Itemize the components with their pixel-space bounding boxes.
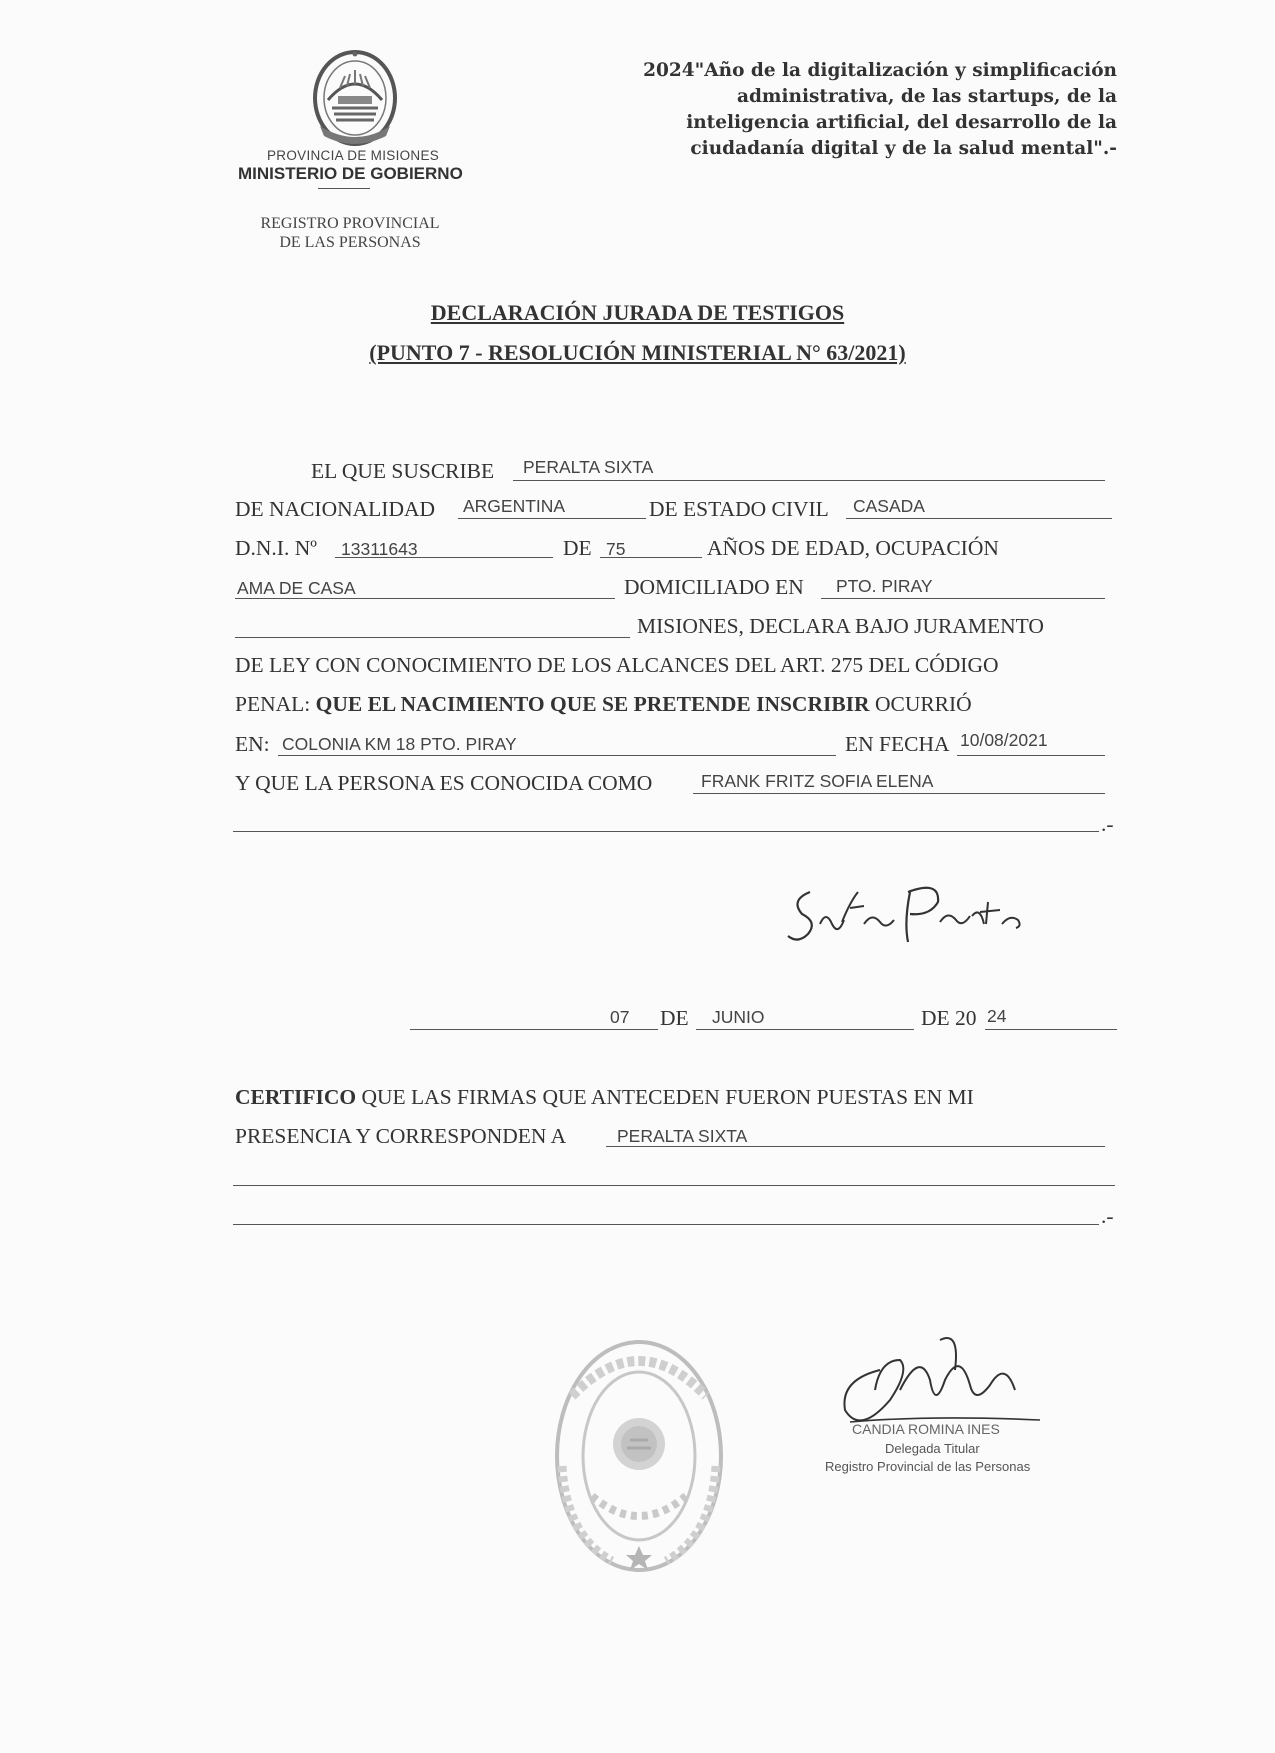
- registry-stamp: [552, 1336, 727, 1576]
- fecha-value[interactable]: 10/08/2021: [960, 730, 1048, 750]
- certify-line-1: [235, 1085, 974, 1110]
- lugar-value[interactable]: COLONIA KM 18 PTO. PIRAY: [282, 734, 517, 754]
- document-subtitle: (PUNTO 7 - RESOLUCIÓN MINISTERIAL N° 63/2021): [369, 340, 906, 365]
- official-role: Delegada Titular: [885, 1441, 980, 1456]
- en-label: EN:: [235, 732, 270, 756]
- certify-rest: QUE LAS FIRMAS QUE ANTECEDEN FUERON PUESTAS EN MI: [361, 1085, 974, 1109]
- official-name: CANDIA ROMINA INES: [852, 1421, 1000, 1437]
- penal-statement: [235, 692, 972, 717]
- certify-name-value[interactable]: PERALTA SIXTA: [617, 1126, 748, 1146]
- nacionalidad-value[interactable]: ARGENTINA: [463, 496, 566, 516]
- domicilio-extra-line: [235, 637, 630, 638]
- date-de-year-label: DE 20: [921, 1006, 977, 1030]
- registry-name: [250, 214, 450, 252]
- ocupacion-value[interactable]: AMA DE CASA: [237, 578, 356, 598]
- certify-bold: CERTIFICO: [235, 1085, 357, 1109]
- lugar-line: [278, 755, 836, 756]
- year-value[interactable]: 24: [987, 1006, 1007, 1026]
- nacionalidad-line: [458, 518, 646, 519]
- el-que-suscribe-label: EL QUE SUSCRIBE: [311, 459, 495, 483]
- province-coat-of-arms-icon: [300, 48, 410, 148]
- year-motto: [597, 58, 1117, 162]
- anos-de-edad-label: AÑOS DE EDAD, OCUPACIÓN: [707, 536, 999, 560]
- edad-value[interactable]: 75: [606, 539, 626, 559]
- domicilio-line: [821, 598, 1105, 599]
- fecha-line: [957, 755, 1105, 756]
- document-title: DECLARACIÓN JURADA DE TESTIGOS: [430, 300, 845, 325]
- domicilio-value[interactable]: PTO. PIRAY: [836, 576, 933, 596]
- el-que-suscribe-line: [513, 480, 1105, 481]
- declara-text: MISIONES, DECLARA BAJO JURAMENTO: [637, 614, 1044, 638]
- month-line: [696, 1029, 914, 1030]
- ministry-name: MINISTERIO DE GOBIERNO: [238, 164, 463, 183]
- day-line: [410, 1029, 658, 1030]
- official-office: Registro Provincial de las Personas: [825, 1459, 1031, 1474]
- de-edad-label: DE: [563, 536, 592, 560]
- declarant-signature: [780, 862, 1070, 952]
- certify-extra-line-2: [233, 1224, 1099, 1225]
- ley-text: DE LEY CON CONOCIMIENTO DE LOS ALCANCES DEL ART. 275 DEL CÓDIGO: [235, 653, 999, 677]
- dni-label: D.N.I. Nº: [235, 536, 317, 560]
- estado-civil-line: [846, 518, 1112, 519]
- en-fecha-label: EN FECHA: [845, 732, 950, 756]
- year-line: [985, 1029, 1117, 1030]
- registry-line-2: DE LAS PERSONAS: [279, 234, 421, 251]
- conocida-value[interactable]: FRANK FRITZ SOFIA ELENA: [701, 771, 934, 791]
- dni-value[interactable]: 13311643: [341, 539, 418, 559]
- domicilio-label: DOMICILIADO EN: [624, 575, 804, 599]
- conocida-label: Y QUE LA PERSONA ES CONOCIDA COMO: [235, 771, 653, 795]
- ocurrio-label: OCURRIÓ: [874, 692, 972, 716]
- date-de-label: DE: [660, 1006, 689, 1030]
- motto-line-3: inteligencia artificial, del desarrollo de la: [686, 112, 1117, 133]
- day-value[interactable]: 07: [610, 1007, 630, 1027]
- month-value[interactable]: JUNIO: [712, 1007, 765, 1027]
- estado-civil-label: DE ESTADO CIVIL: [649, 497, 829, 521]
- motto-line-4: ciudadanía digital y de la salud mental".-: [690, 138, 1117, 159]
- header-divider: [318, 188, 370, 189]
- form-end-mark: .-: [1101, 812, 1114, 836]
- penal-bold-text: QUE EL NACIMIENTO QUE SE PRETENDE INSCRIBIR: [315, 692, 870, 716]
- province-name: PROVINCIA DE MISIONES: [267, 148, 440, 163]
- estado-civil-value[interactable]: CASADA: [853, 496, 925, 516]
- certify-extra-line-1: [233, 1185, 1115, 1186]
- conocida-line: [693, 793, 1105, 794]
- registry-line-1: REGISTRO PROVINCIAL: [260, 215, 440, 232]
- motto-line-2: administrativa, de las startups, de la: [737, 86, 1117, 107]
- conocida-extra-line: [233, 831, 1099, 832]
- nacionalidad-label: DE NACIONALIDAD: [235, 497, 436, 521]
- penal-label: PENAL:: [235, 692, 311, 716]
- certify-end-mark: .-: [1101, 1204, 1114, 1228]
- certify-line-2-label: PRESENCIA Y CORRESPONDEN A: [235, 1124, 567, 1148]
- motto-line-1: 2024"Año de la digitalización y simplificación: [643, 60, 1117, 81]
- el-que-suscribe-value[interactable]: PERALTA SIXTA: [523, 457, 654, 477]
